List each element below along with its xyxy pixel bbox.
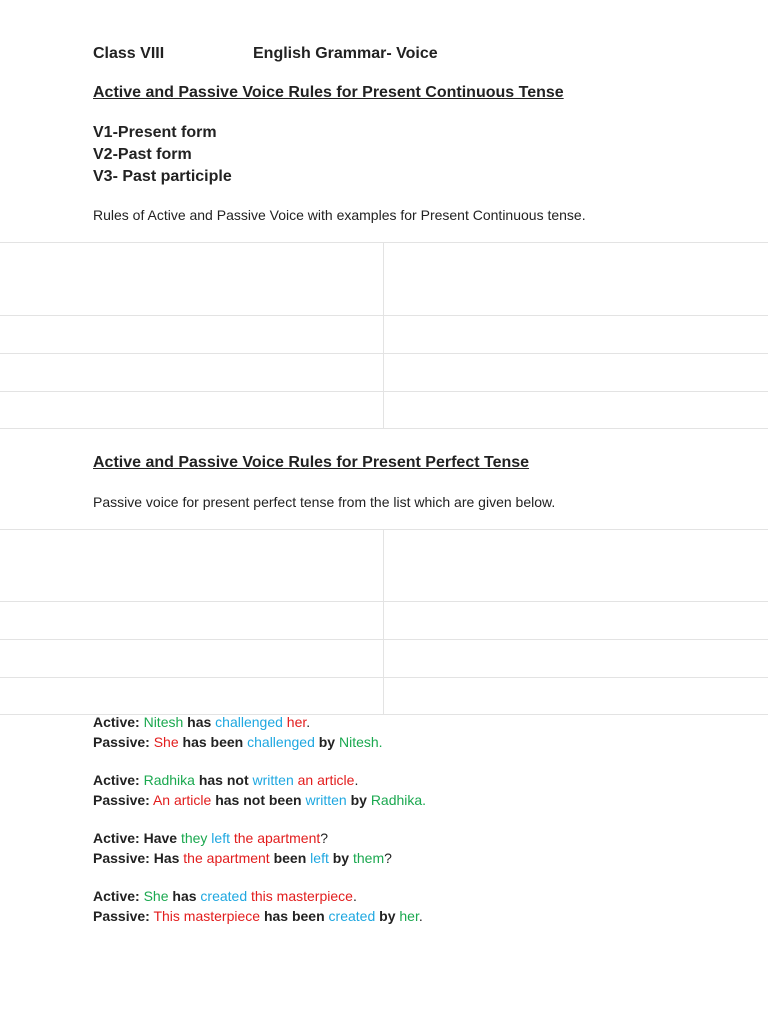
example-word: ? xyxy=(384,849,392,866)
example-3-active xyxy=(93,829,426,849)
example-word: Passive: xyxy=(93,849,150,866)
example-word: written xyxy=(305,791,347,808)
example-word: . xyxy=(418,907,423,924)
example-word: . xyxy=(354,772,359,788)
voice-examples xyxy=(93,713,426,926)
example-word: Radhika xyxy=(143,772,195,788)
example-word: by xyxy=(318,733,336,750)
example-word: An article xyxy=(152,791,212,808)
example-1-passive xyxy=(93,733,426,753)
section2-intro: Passive voice for present perfect tense from the list which are given below. xyxy=(93,494,556,510)
example-word: left xyxy=(211,830,230,846)
example-word: challenged xyxy=(215,714,283,730)
example-word: her xyxy=(286,714,307,730)
example-word: they xyxy=(180,830,208,846)
table-row xyxy=(0,677,768,714)
example-word: . xyxy=(352,888,357,904)
example-word: has xyxy=(172,888,197,904)
class-label: Class VIII xyxy=(93,45,165,62)
example-word: Active: xyxy=(93,888,140,904)
verb-form-v2: V2-Past form xyxy=(93,146,192,163)
example-word: by xyxy=(379,907,396,924)
example-word: She xyxy=(153,733,179,750)
example-word: the xyxy=(183,849,203,866)
verb-forms-list xyxy=(93,122,232,188)
table-row xyxy=(0,353,768,391)
example-word: Passive: xyxy=(93,791,150,808)
example-word: has not been xyxy=(215,791,302,808)
example-3-passive xyxy=(93,849,426,869)
section-title-present-perfect: Active and Passive Voice Rules for Present Perfect Tense xyxy=(93,454,530,471)
section1-intro: Rules of Active and Passive Voice with examples for Present Continuous tense. xyxy=(93,207,586,223)
example-word: Active: xyxy=(93,714,140,730)
section-title-present-continuous: Active and Passive Voice Rules for Present Continuous Tense xyxy=(93,84,564,101)
example-word: the xyxy=(233,830,254,846)
example-word: left xyxy=(310,849,329,866)
example-2-active xyxy=(93,771,426,791)
example-word: has not xyxy=(198,772,249,788)
example-word: written xyxy=(252,772,294,788)
example-word: Active: xyxy=(93,772,140,788)
example-word: by xyxy=(332,849,350,866)
example-word: an article xyxy=(297,772,355,788)
table-row xyxy=(0,315,768,353)
example-word: has been xyxy=(263,907,325,924)
example-word: Passive: xyxy=(93,907,150,924)
example-word: created xyxy=(328,907,376,924)
example-word: challenged xyxy=(247,733,315,750)
table-row xyxy=(0,639,768,677)
example-word: been xyxy=(273,849,307,866)
example-4-passive xyxy=(93,907,426,927)
example-word: Active: xyxy=(93,830,140,846)
example-word: this masterpiece xyxy=(251,888,353,904)
verb-form-v3: V3- Past participle xyxy=(93,168,232,185)
example-word: has xyxy=(187,714,212,730)
document-header xyxy=(93,45,438,63)
example-word: ? xyxy=(320,830,329,846)
example-word: Nitesh. xyxy=(338,733,383,750)
example-word: apartment xyxy=(257,830,321,846)
example-1-active xyxy=(93,713,426,733)
example-word: She xyxy=(143,888,169,904)
example-word: apartment xyxy=(206,849,270,866)
example-word: created xyxy=(200,888,248,904)
example-word: . xyxy=(306,714,311,730)
example-word: Radhika. xyxy=(370,791,427,808)
example-word: Passive: xyxy=(93,733,150,750)
example-word: Have xyxy=(143,830,178,846)
example-2-passive xyxy=(93,791,426,811)
example-word: has been xyxy=(182,733,244,750)
example-word: Has xyxy=(153,849,180,866)
example-word: This masterpiece xyxy=(153,907,261,924)
example-4-active xyxy=(93,887,426,907)
table-row xyxy=(0,391,768,428)
table-row xyxy=(0,601,768,639)
verb-form-v1: V1-Present form xyxy=(93,124,217,141)
subject-title: English Grammar- Voice xyxy=(253,45,438,62)
example-word: by xyxy=(350,791,367,808)
example-word: her xyxy=(399,907,419,924)
example-word: them xyxy=(352,849,385,866)
table-row xyxy=(0,242,768,315)
rules-table-perfect xyxy=(0,529,768,715)
rules-table-continuous xyxy=(0,242,768,429)
table-row xyxy=(0,529,768,601)
example-word: Nitesh xyxy=(143,714,184,730)
